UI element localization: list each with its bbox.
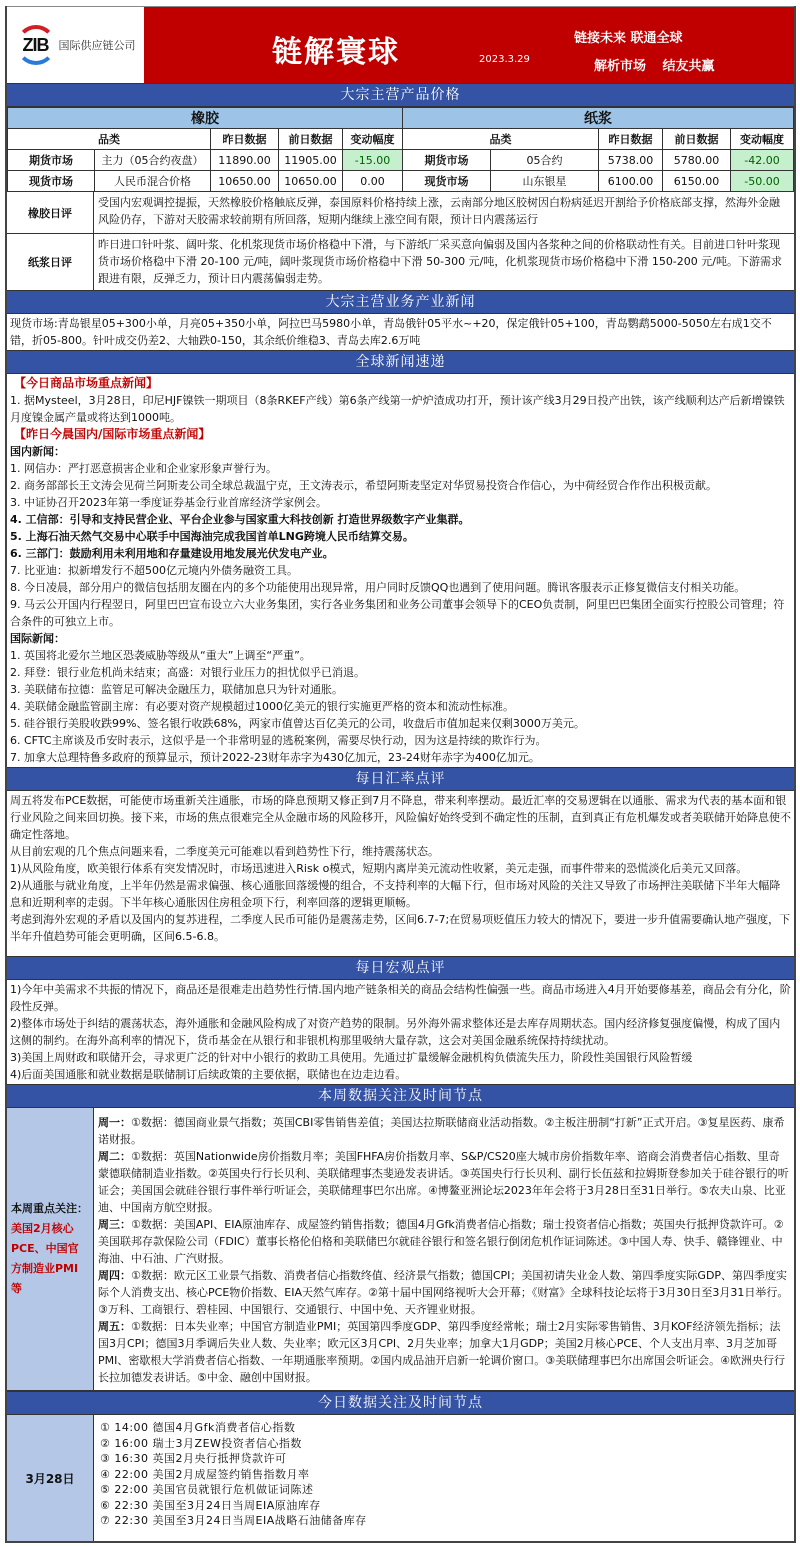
day-text: ①数据：欧元区工业景气指数、消费者信心指数终值、经济景气指数；德国CPI；美国初请失业金人数、第四季度实际GDP、第四季度实际个人消费支出、核心PCE物价指数、EIA天然气库存。②第十届中国网络视听大会开幕；《财富》全球科技论坛将于3月30日至3月31日举行。③万科、工商银行、碧桂园、中国银行、交通银行、中国中免、天齐锂业财报。	[98, 1269, 789, 1316]
fx-paragraph: 周五将发布PCE数据，可能使市场重新关注通胀，市场的降息预期又修正到7月不降息，带来利率摆动。最近汇率的交易逻辑在以通胀、需求为代表的基本面和银行业风险之间来回切换。接下来，市场的焦点很难完全从金融市场的风险移开，风险偏好始终受到不确定性的压制，直到真正有危机爆发或者美联储开始降息使不确定性落地。	[10, 794, 791, 841]
week-focus-value: 美国2月核心PCE、中国官方制造业PMI等	[11, 1222, 79, 1295]
pulp-comment-row	[7, 234, 794, 290]
day-text: ①数据：德国商业景气指数；英国CBI零售销售差值；美国达拉斯联储商业活动指数。②主板注册制“打新”正式开启。③复星医药、康希诺财报。	[98, 1116, 785, 1146]
col-header: 变动幅度	[731, 129, 794, 150]
day-text: ①数据：英国Nationwide房价指数月率；美国FHFA房价指数月率、S&P/CS20座大城市房价指数年率、谘商会消费者信心指数、里奇蒙德联储制造业指数。②英国央行行长贝利、美联储理事杰斐逊发表讲话。③英国央行行长贝利、副行长伍兹和拉姆斯登参加关于硅谷银行的听证会；美国国会就硅谷银行事件举行听证会，美联储理事巴尔出席。④博鳌亚洲论坛2023年年会将于3月28日至31日举行。⑤农夫山泉、比亚迪、中国南方航空财报。	[98, 1150, 789, 1214]
section-title-fx: 每日汇率点评	[7, 767, 794, 791]
rubber-heading: 橡胶	[8, 108, 403, 129]
report-date: 2023.3.29	[479, 54, 530, 65]
pulp-comment-label: 纸浆日评	[7, 234, 94, 290]
col-header: 品类	[403, 129, 599, 150]
news-item: 7. 比亚迪：拟新增发行不超500亿元境内外债务融资工具。	[10, 564, 298, 577]
product-cell: 人民币混合价格	[95, 171, 211, 192]
news-item: 6. CFTC主席谈及币安时表示，这似乎是一个非常明显的逃税案例，需要尽快行动，因为这是持续的欺诈行为。	[10, 734, 547, 747]
slogan-2: 解析市场 结友共赢	[594, 59, 715, 74]
today-news-heading: 【今日商品市场重点新闻】	[14, 376, 159, 390]
day-item	[98, 1148, 790, 1216]
yesterday-cell: 5738.00	[599, 150, 663, 171]
fx-paragraph: 2)从通胀与就业角度，上半年仍然是需求偏强、核心通胀回落缓慢的组合，不支持利率的大幅下行，但市场对风险的关注又导致了市场押注美联储下半年大幅降息和近期利率的走弱。下半年核心通胀因住房租金项下行，利率回落的逻辑更顺畅。	[10, 879, 781, 909]
slogan-1: 链接未来 联通全球	[574, 31, 683, 46]
title-banner	[144, 7, 794, 83]
intl-news-label: 国际新闻：	[10, 632, 65, 645]
today-items	[94, 1415, 794, 1541]
product-cell: 山东银星	[491, 171, 599, 192]
pulp-heading: 纸浆	[403, 108, 794, 129]
change-cell: 0.00	[343, 171, 403, 192]
logo-mark: ZIB	[16, 25, 56, 65]
news-item: 2. 商务部部长王文涛会见荷兰阿斯麦公司全球总裁温宁克，王文涛表示，希望阿斯麦坚定对华贸易投资合作信心，为中荷经贸合作作出积极贡献。	[10, 479, 717, 492]
table-row	[8, 171, 794, 192]
macro-paragraph: 3)美国上周财政和联储开会，寻求更广泛的针对中小银行的救助工具使用。先通过扩量缓解金融机构负债流失压力，阶段性美国银行风险暂缓	[10, 1051, 693, 1064]
company-name: 国际供应链公司	[58, 39, 136, 52]
price-table	[7, 107, 794, 192]
event-item: ④ 22:00 美国2月成屋签约销售指数月率	[100, 1467, 310, 1481]
rubber-comment: 受国内宏观调控提振，天然橡胶价格触底反弹，泰国原料价格持续上涨，云南部分地区胶树因白粉病延迟开割给予价格底部支撑，然海外金融风险仍存，下游对天胶需求较前期有所回落，短期内继续上涨空间有限，预计日内震荡运行	[98, 196, 780, 226]
event-item: ② 16:00 瑞士3月ZEW投资者信心指数	[100, 1436, 302, 1450]
week-days	[94, 1108, 794, 1390]
macro-paragraph: 4)后面美国通胀和就业数据是联储制订后续政策的主要依据，联储也在边走边看。	[10, 1068, 407, 1081]
prev-cell: 11905.00	[279, 150, 343, 171]
report-title: 链解寰球	[272, 35, 400, 70]
day-label: 周一：	[98, 1116, 131, 1129]
market-label: 期货市场	[8, 150, 95, 171]
section-title-macro: 每日宏观点评	[7, 956, 794, 980]
today-schedule	[7, 1415, 794, 1541]
day-label: 周五：	[98, 1320, 131, 1333]
event-item: ⑥ 22:30 美国至3月24日当周EIA原油库存	[100, 1498, 321, 1512]
macro-paragraph: 1)今年中美需求不共振的情况下，商品还是很难走出趋势性行情.国内地产链条相关的商品会结构性偏强一些。商品市场进入4月开始要修基差，商品会有分化，阶段性反弹。	[10, 983, 791, 1013]
news-item: 3. 美联储布拉德：监管足可解决金融压力，联储加息只为针对通胀。	[10, 683, 343, 696]
industry-news-text: 现货市场:青岛银星05+300小单，月亮05+350小单，阿拉巴马5980小单，青岛俄针05平水~+20，保定俄针05+100，青岛鹦鹉5000-5050左右成1交不错，折05-800。针叶成交仍差2、大轴跌0-150，其余纸价维稳3、青岛去库2.6万吨	[10, 317, 772, 347]
section-title-today: 今日数据关注及时间节点	[7, 1391, 794, 1415]
yesterday-cell: 10650.00	[211, 171, 279, 192]
market-label: 期货市场	[403, 150, 491, 171]
event-item: ⑤ 22:00 美国官员就银行危机做证词陈述	[100, 1483, 314, 1496]
prev-cell: 5780.00	[663, 150, 731, 171]
pulp-comment: 昨日进口针叶浆、阔叶浆、化机浆现货市场价格稳中下滑，与下游纸厂采买意向偏弱及国内各浆种之间的价格联动性有关。目前进口针叶浆现货市场价格稳中下滑 20-100 元/吨，阔叶浆现货市场价格稳中下滑 50-300 元/吨，化机浆现货市场价格稳中下滑 150-200 元/吨。下游需求跟进有限，反弹乏力，预计日内震荡偏弱走势。	[98, 238, 782, 285]
news-item: 3. 中证协召开2023年第一季度证券基金行业首席经济学家例会。	[10, 496, 327, 509]
section-title-global-news: 全球新闻速递	[7, 350, 794, 374]
news-item: 5. 上海石油天然气交易中心联手中国海油完成我国首单LNG跨境人民币结算交易。	[10, 530, 414, 543]
product-cell: 05合约	[491, 150, 599, 171]
week-focus-label: 本周重点关注：	[11, 1202, 88, 1215]
prev-cell: 6150.00	[663, 171, 731, 192]
change-cell: -42.00	[731, 150, 794, 171]
news-item: 4. 美联储金融监管副主席：有必要对资产规模超过1000亿美元的银行实施更严格的资本和流动性标准。	[10, 700, 514, 713]
news-item: 5. 硅谷银行美股收跌99%、签名银行收跌68%，两家市值曾达百亿美元的公司，收盘后市值加起来仅剩3000万美元。	[10, 717, 585, 730]
yesterday-news-heading: 【昨日今晨国内/国际市场重点新闻】	[14, 427, 211, 441]
col-header: 品类	[8, 129, 211, 150]
event-item: ⑦ 22:30 美国至3月24日当周EIA战略石油储备库存	[100, 1514, 367, 1527]
news-item: 9. 马云公开国内行程翌日，阿里巴巴宣布设立六大业务集团，实行各业务集团和业务公司董事会领导下的CEO负责制，阿里巴巴集团全面实行控股公司管理；符合条件的可独立上市。	[10, 598, 785, 628]
news-item: 1. 英国将北爱尔兰地区恐袭威胁等级从“重大”上调至“严重”。	[10, 649, 311, 662]
col-header: 昨日数据	[599, 129, 663, 150]
col-header: 变动幅度	[343, 129, 403, 150]
news-item: 2. 拜登：银行业危机尚未结束；高盛：对银行业压力的担忧似乎已消退。	[10, 666, 365, 679]
news-item: 1. 据Mysteel，3月28日，印尼HJF镍铁一期项目（8条RKEF产线）第6条产线第一炉炉渣成功打开，预计该产线3月29日投产出铁，该产线顺利达产后新增镍铁月度镍金属产量或将达到1000吨。	[10, 394, 785, 424]
week-schedule	[7, 1108, 794, 1391]
day-item	[98, 1216, 790, 1267]
report-header	[7, 6, 794, 83]
market-label: 现货市场	[403, 171, 491, 192]
section-title-week: 本周数据关注及时间节点	[7, 1084, 794, 1108]
market-label: 现货市场	[8, 171, 95, 192]
rubber-comment-label: 橡胶日评	[7, 192, 94, 233]
day-label: 周三：	[98, 1218, 131, 1231]
news-item: 7. 加拿大总理特鲁多政府的预算显示，预计2022-23财年赤字为430亿加元，23-24财年赤字为400亿加元。	[10, 751, 540, 764]
day-text: ①数据：美国API、EIA原油库存、成屋签约销售指数；德国4月Gfk消费者信心指数；瑞士投资者信心指数；英国央行抵押贷款许可。②美国联邦存款保险公司（FDIC）董事长格伦伯格和美联储巴尔就硅谷银行和签名银行倒闭危机作证词陈述。③中国人寿、快手、赣锋锂业、中海油、中石油、广汽财报。	[98, 1218, 784, 1265]
col-header: 昨日数据	[211, 129, 279, 150]
change-cell: -15.00	[343, 150, 403, 171]
news-item: 1. 网信办：严打恶意损害企业和企业家形象声誉行为。	[10, 462, 277, 475]
domestic-news-label: 国内新闻：	[10, 445, 65, 458]
col-header: 前日数据	[279, 129, 343, 150]
report-page	[5, 6, 796, 1543]
day-item	[98, 1114, 790, 1148]
day-label: 周二：	[98, 1150, 131, 1163]
company-logo	[7, 7, 144, 83]
event-item: ③ 16:30 英国2月央行抵押贷款许可	[100, 1452, 287, 1465]
macro-body	[7, 980, 794, 1084]
fx-body	[7, 791, 794, 956]
day-label: 周四：	[98, 1269, 131, 1282]
day-text: ①数据：日本失业率；中国官方制造业PMI；英国第四季度GDP、第四季度经常帐；瑞士2月实际零售销售、3月KOF经济领先指标；法国3月CPI；德国3月季调后失业人数、失业率；欧元区3月CPI、2月失业率；加拿大1月GDP；美国2月核心PCE、个人支出月率、3月芝加哥PMI、密歇根大学消费者信心指数、一年期通胀率预期。②国内成品油开启新一轮调价窗口。③美联储理事巴尔出席国会听证会。④欧洲央行行长拉加德发表讲话。⑤中金、融创中国财报。	[98, 1320, 785, 1384]
yesterday-cell: 6100.00	[599, 171, 663, 192]
fx-paragraph: 1)从风险角度，欧美银行体系有突发情况时，市场迅速进入Risk o模式，短期内离岸美元流动性收紧，美元走强，而事件带来的恐慌淡化后美元又回落。	[10, 862, 748, 875]
prev-cell: 10650.00	[279, 171, 343, 192]
table-row	[8, 150, 794, 171]
news-item: 6. 三部门：鼓励利用未利用地和存量建设用地发展光伏发电产业。	[10, 547, 334, 560]
event-item: ① 14:00 德国4月Gfk消费者信心指数	[100, 1421, 296, 1434]
news-item: 4. 工信部：引导和支持民营企业、平台企业参与国家重大科技创新 打造世界级数字产业集群。	[10, 513, 470, 526]
change-cell: -50.00	[731, 171, 794, 192]
fx-paragraph: 考虑到海外宏观的矛盾以及国内的复苏进程，二季度人民币可能仍是震荡走势，区间6.7-7;在贸易项贬值压力较大的情况下，要进一步升值需要确认地产强度，下半年升值趋势可能会更明确，区间6.5-6.8。	[10, 913, 791, 943]
macro-paragraph: 2)整体市场处于纠结的震荡状态，海外通胀和金融风险构成了对资产趋势的限制。另外海外需求整体还是去库存周期状态。国内经济修复强度偏慢，构成了国内这侧的制约。在海外高利率的情况下，货币基金在从银行和非银机构那里吸纳大量存款，这会对美国金融系统保持持续扰动。	[10, 1017, 781, 1047]
yesterday-cell: 11890.00	[211, 150, 279, 171]
today-date: 3月28日	[7, 1415, 94, 1541]
section-title-industry-news: 大宗主营业务产业新闻	[7, 290, 794, 314]
product-cell: 主力（05合约夜盘）	[95, 150, 211, 171]
global-news-body	[7, 374, 794, 767]
news-item: 8. 今日凌晨，部分用户的微信包括朋友圈在内的多个功能使用出现异常，用户同时反馈QQ也遇到了使用问题。腾讯客服表示正修复微信支付相关功能。	[10, 581, 746, 594]
fx-paragraph: 从目前宏观的几个焦点问题来看，二季度美元可能难以看到趋势性下行，维持震荡状态。	[10, 845, 439, 858]
day-item	[98, 1318, 790, 1386]
rubber-comment-row	[7, 192, 794, 234]
week-focus	[7, 1108, 94, 1390]
day-item	[98, 1267, 790, 1318]
col-header: 前日数据	[663, 129, 731, 150]
section-title-prices: 大宗主营产品价格	[7, 83, 794, 107]
